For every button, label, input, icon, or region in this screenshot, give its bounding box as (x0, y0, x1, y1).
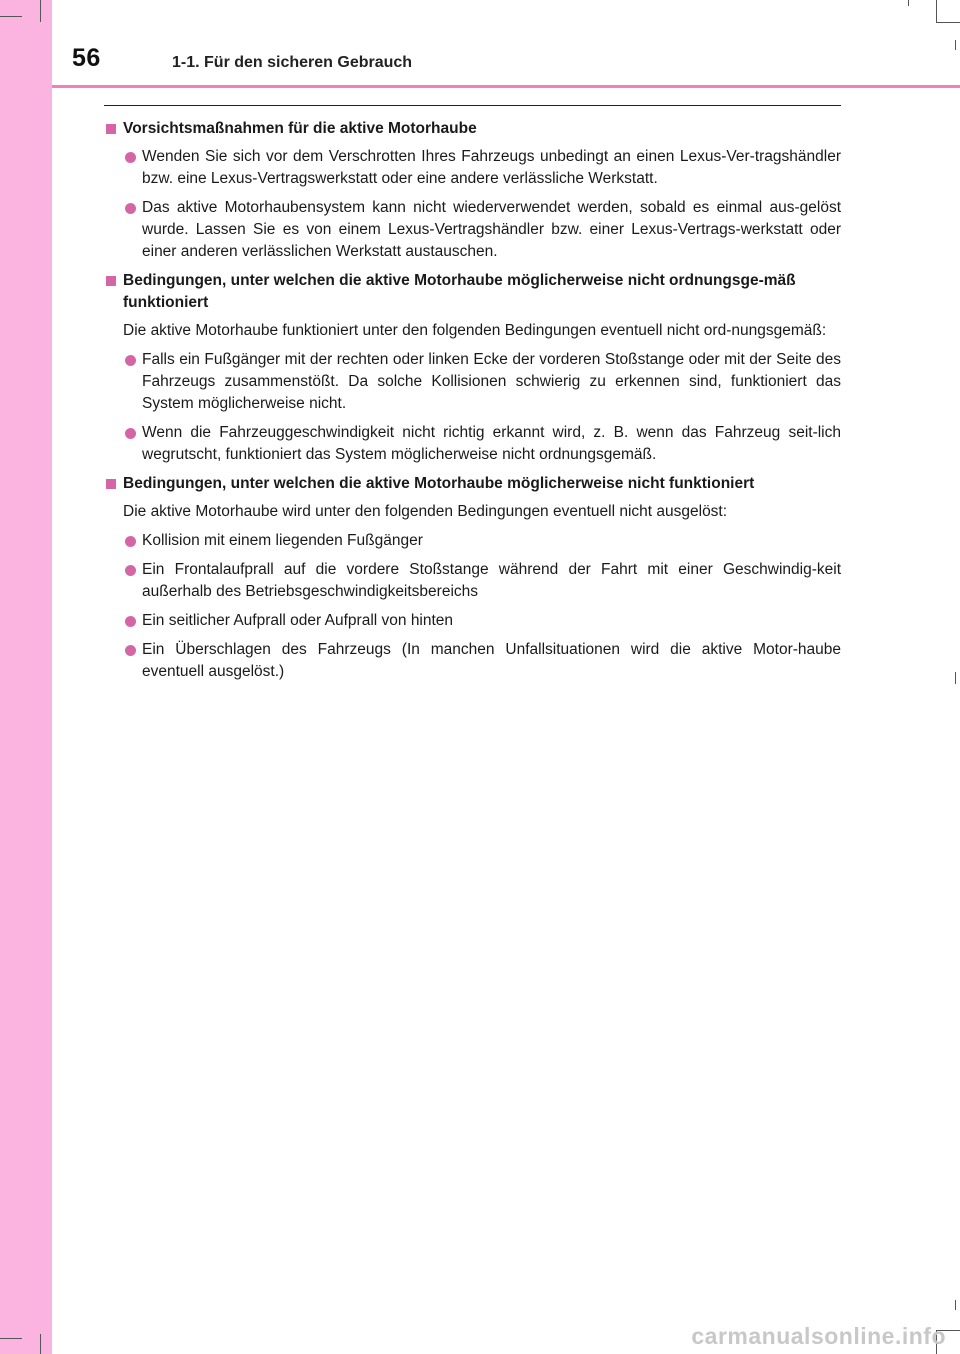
circle-bullet-icon (125, 152, 136, 163)
circle-bullet-icon (125, 565, 136, 576)
watermark: carmanualsonline.info (691, 1323, 946, 1349)
heading-text: Vorsichtsmaßnahmen für die aktive Motorhaube (123, 120, 477, 137)
list-item-text: Falls ein Fußgänger mit der rechten oder linken Ecke der vorderen Stoßstange oder mit der Seite des Fahrzeugs zusammenstößt. Da solche Kollisionen schwierig zu erkennen sind, funktioniert das System möglicherweise nicht. (142, 351, 841, 412)
page-number: 56 (72, 44, 101, 72)
section-intro: Die aktive Motorhaube funktioniert unter den folgenden Bedingungen eventuell nicht ord-nungsgemäß: (123, 322, 827, 339)
list-item-text: Ein Frontalaufprall auf die vordere Stoßstange während der Fahrt mit einer Geschwindig-keit außerhalb des Betriebsgeschwindigkeitsbereichs (142, 561, 841, 600)
square-bullet-icon (106, 479, 116, 489)
circle-bullet-icon (125, 645, 136, 656)
crop-mark (936, 22, 960, 23)
heading-text: Bedingungen, unter welchen die aktive Motorhaube möglicherweise nicht funktioniert (123, 475, 755, 492)
list-item (104, 610, 841, 632)
section-title: 1-1. Für den sicheren Gebrauch (172, 54, 413, 71)
crop-mark (0, 16, 22, 17)
circle-bullet-icon (125, 355, 136, 366)
crop-mark (955, 1300, 956, 1310)
section-heading (104, 270, 841, 314)
list-item (104, 197, 841, 263)
crop-mark (955, 40, 956, 50)
square-bullet-icon (106, 124, 116, 134)
crop-mark (40, 1334, 41, 1354)
list-item (104, 146, 841, 190)
crop-mark (936, 0, 937, 22)
section-heading (104, 118, 841, 140)
square-bullet-icon (106, 276, 116, 286)
list-item-text: Ein Überschlagen des Fahrzeugs (In manchen Unfallsituationen wird die aktive Motor-haube eventuell ausgelöst.) (142, 641, 841, 680)
section-heading (104, 473, 841, 495)
header-line (52, 85, 960, 88)
circle-bullet-icon (125, 428, 136, 439)
side-strip (0, 0, 52, 1354)
heading-text: Bedingungen, unter welchen die aktive Motorhaube möglicherweise nicht ordnungsge-mäß funktioniert (123, 272, 796, 311)
crop-mark (0, 1338, 22, 1339)
section-intro: Die aktive Motorhaube wird unter den folgenden Bedingungen eventuell nicht ausgelöst: (123, 503, 728, 520)
list-item-text: Wenden Sie sich vor dem Verschrotten Ihres Fahrzeugs unbedingt an einen Lexus-Ver-tragshändler bzw. eine Lexus-Vertragswerkstatt oder eine andere verlässliche Werkstatt. (142, 148, 841, 187)
circle-bullet-icon (125, 536, 136, 547)
crop-mark (955, 672, 956, 684)
list-item (104, 639, 841, 683)
crop-mark (40, 0, 41, 22)
circle-bullet-icon (125, 616, 136, 627)
list-item (104, 422, 841, 466)
list-item-text: Ein seitlicher Aufprall oder Aufprall von hinten (142, 612, 454, 629)
list-item-text: Kollision mit einem liegenden Fußgänger (142, 532, 423, 549)
list-item-text: Wenn die Fahrzeuggeschwindigkeit nicht richtig erkannt wird, z. B. wenn das Fahrzeug seit-lich wegrutscht, funktioniert das System möglicherweise nicht ordnungsgemäß. (142, 424, 841, 463)
list-item (104, 559, 841, 603)
list-item (104, 349, 841, 415)
circle-bullet-icon (125, 203, 136, 214)
list-item-text: Das aktive Motorhaubensystem kann nicht wiederverwendet werden, sobald es einmal aus-gelöst wurde. Lassen Sie es von einem Lexus-Vertragshändler bzw. einer Lexus-Vertrags-werkstatt oder einer anderen verlässlichen Werkstatt austauschen. (142, 199, 841, 260)
list-item (104, 530, 841, 552)
crop-mark (908, 0, 909, 6)
top-rule (104, 105, 841, 106)
content (104, 118, 841, 690)
